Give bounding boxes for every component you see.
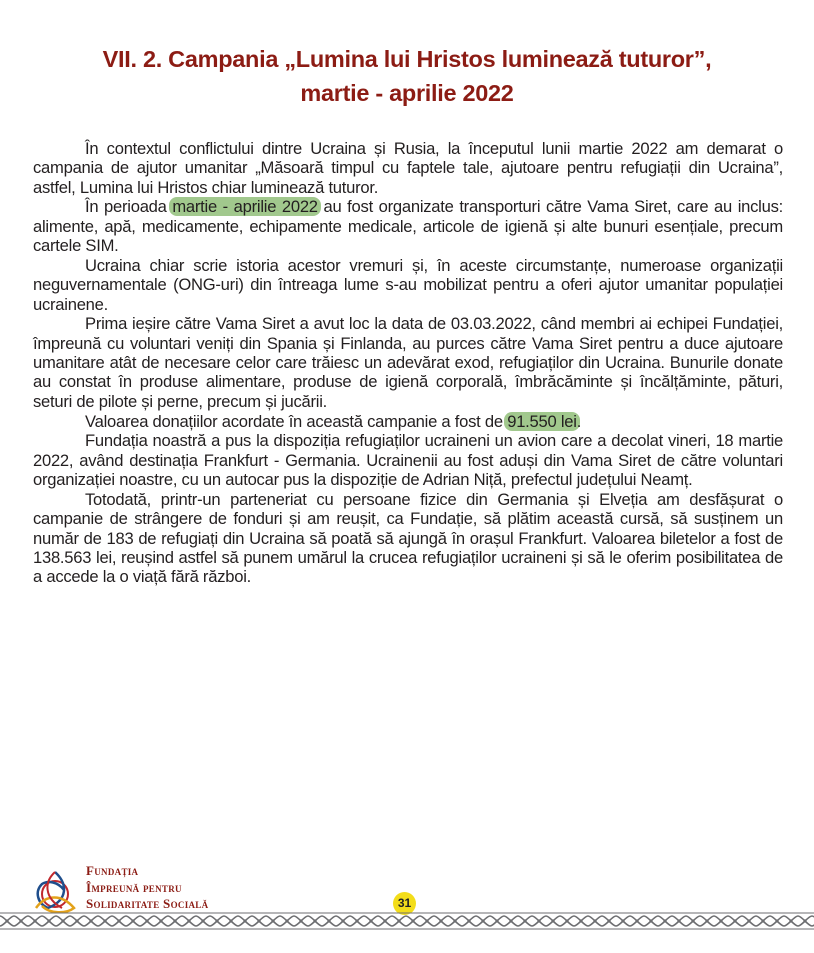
- foundation-name-line: Solidaritate Socială: [86, 896, 209, 911]
- page-title-line-2: martie - aprilie 2022: [300, 80, 514, 106]
- page-number-badge: 31: [393, 892, 416, 915]
- highlighted-period: martie - aprilie 2022: [169, 197, 320, 216]
- paragraph-text: În perioada: [85, 197, 167, 217]
- trinity-knot-logo-icon: [28, 864, 82, 918]
- page-title-line-1: VII. 2. Campania „Lumina lui Hristos luminează tuturor”,: [102, 46, 712, 72]
- braided-border-ornament: [0, 912, 814, 930]
- foundation-name: [86, 863, 208, 913]
- paragraph: Ucraina chiar scrie istoria acestor vremuri și, în aceste circumstanțe, numeroase organizații neguvernamentale (ONG-uri) din întreaga lume s-au mobilizat pentru a oferi ajutor umanitar populației ucrainene.: [33, 255, 783, 314]
- paragraph: Prima ieșire către Vama Siret a avut loc la data de 03.03.2022, când membri ai echipei Fundației, împreună cu voluntari veniți din Spania și Finlanda, au purces către Vama Siret pentru a duce ajutoare umanitare atât de necesare celor care trăiesc un adevărat exod, refugiaților din Ucraina. Bunurile donate au constat în produse alimentare, produse de igienă corporală, îmbrăcăminte și încălțăminte, pături, seturi de pilote și perne, precum și jucării.: [33, 314, 783, 411]
- paragraph-text: au fost organizate transporturi către Vama Siret, care au inclus: alimente, apă, medicamente, echipamente medicale, articole de igienă și alte bunuri esențiale, precum cartele SIM.: [33, 197, 783, 256]
- paragraph: Fundația noastră a pus la dispoziția refugiaților ucraineni un avion care a decolat vineri, 18 martie 2022, având destinația Frankfurt - Germania. Ucrainenii au fost aduși din Vama Siret de către voluntari organizației noastre, cu un autocar pus la dispoziție de Adrian Niță, prefectul județului Neamț.: [33, 431, 783, 490]
- foundation-name-line: Fundația: [86, 863, 139, 878]
- paragraph: În contextul conflictului dintre Ucraina și Rusia, la începutul lunii martie 2022 am demarat o campania de ajutor umanitar „Măsoară timpul cu faptele tale, ajutoare pentru refugiații din Ucraina”, astfel, Lumina lui Hristos chiar luminează tuturor.: [33, 139, 783, 197]
- paragraph-text: .: [576, 411, 582, 431]
- foundation-name-line: Împreună pentru: [86, 879, 182, 895]
- paragraph: Totodată, printr-un parteneriat cu persoane fizice din Germania și Elveția am desfășurat o campanie de strângere de fonduri și am reușit, ca Fundație, să plătim această cursă, să susținem un număr de 183 de refugiați din Ucraina să poată să ajungă în orașul Frankfurt. Valoarea biletelor a fost de 138.563 lei, reușind astfel să punem umărul la crucea refugiaților ucraineni și să le oferim posibilitatea de a accede la o viață fără război.: [33, 489, 783, 587]
- paragraph: [33, 197, 783, 255]
- highlighted-amount: 91.550 lei: [504, 412, 579, 431]
- paragraph: [33, 412, 783, 431]
- article-body: [33, 139, 783, 587]
- page-title: [40, 42, 774, 110]
- paragraph-text: Valoarea donațiilor acordate în această campanie a fost de: [85, 411, 503, 431]
